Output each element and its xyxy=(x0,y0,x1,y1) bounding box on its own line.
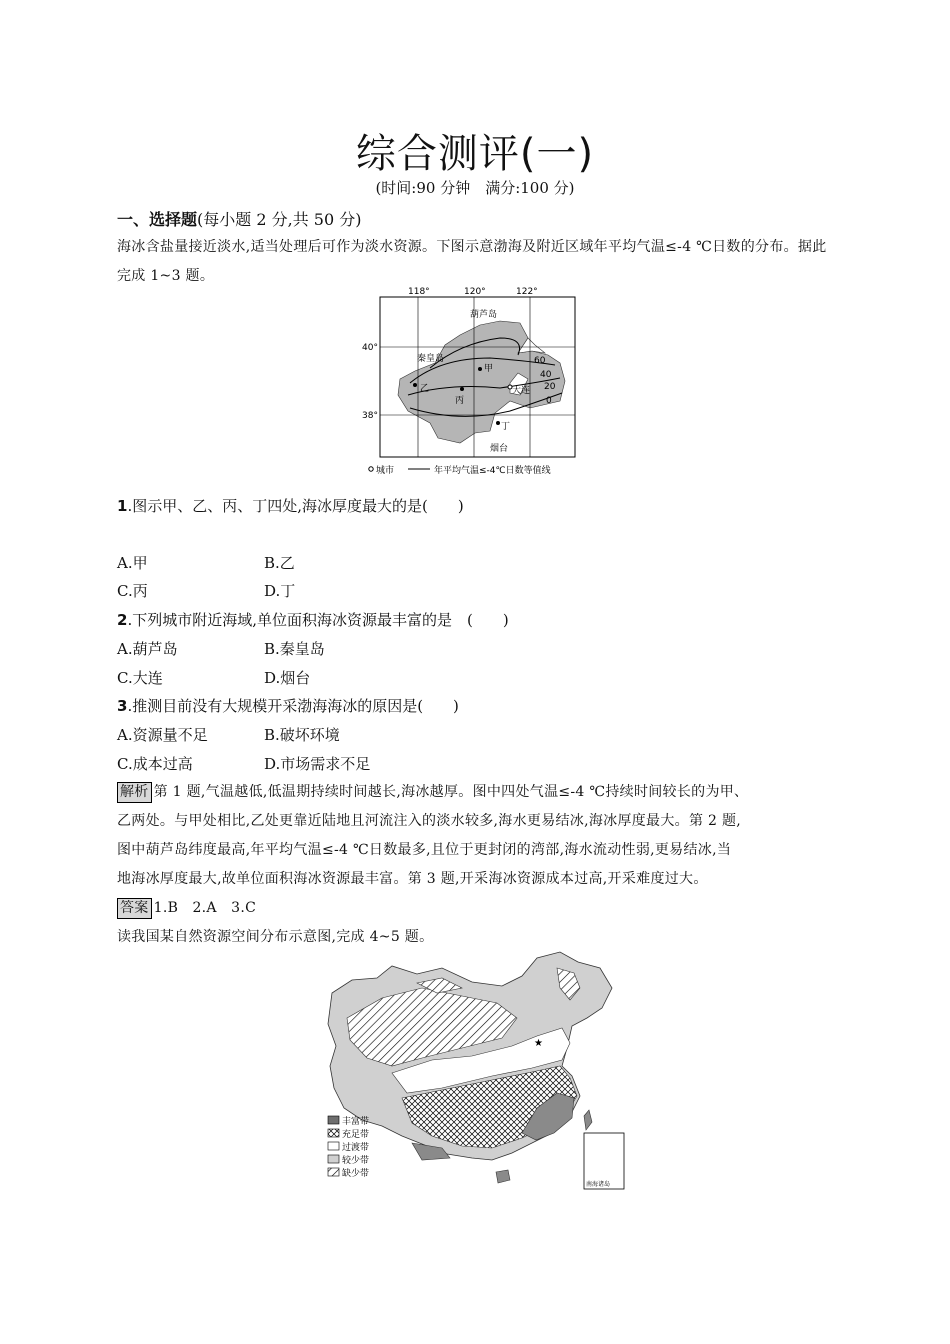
exam-info: (时间:90 分钟 满分:100 分) xyxy=(375,179,575,197)
place-jia: 甲 xyxy=(484,364,494,374)
option-3b[interactable]: B.破坏环境 xyxy=(264,726,340,744)
legend-rich: 丰富带 xyxy=(342,1117,370,1127)
place-qinhuangdao: 秦皇岛 xyxy=(417,354,445,364)
bohai-map xyxy=(360,283,600,483)
capital-star: ★ xyxy=(534,1038,543,1049)
option-1d[interactable]: D.丁 xyxy=(264,582,296,600)
intro-paragraph-2: 读我国某自然资源空间分布示意图,完成 4~5 题。 xyxy=(117,929,434,945)
lat-label: 40° xyxy=(362,343,378,353)
option-3a[interactable]: A.资源量不足 xyxy=(117,726,208,744)
lat-label: 38° xyxy=(362,411,378,421)
intro-paragraph-1: 海冰含盐量接近淡水,适当处理后可作为淡水资源。下图示意渤海及附近区域年平均气温≤-4 ℃日数的分布。据此完成 1~3 题。 xyxy=(117,239,827,284)
legend-sufficient: 充足带 xyxy=(342,1130,370,1140)
place-yantai: 烟台 xyxy=(490,444,509,454)
section-heading: 一、选择题(每小题 2 分,共 50 分) xyxy=(117,210,362,229)
option-2d[interactable]: D.烟台 xyxy=(264,669,311,687)
contour-label: 20 xyxy=(544,382,556,392)
legend-transition: 过渡带 xyxy=(342,1143,370,1153)
analysis-tag: 解析 xyxy=(117,782,152,803)
lon-label: 118° xyxy=(408,287,430,297)
contour-label: 40 xyxy=(540,370,552,380)
option-1c[interactable]: C.丙 xyxy=(117,582,148,600)
place-ding: 丁 xyxy=(501,422,511,432)
place-huludao: 葫芦岛 xyxy=(470,310,498,320)
option-2b[interactable]: B.秦皇岛 xyxy=(264,640,325,658)
question-1: 1.图示甲、乙、丙、丁四处,海冰厚度最大的是( ) xyxy=(117,497,464,515)
place-bing: 丙 xyxy=(455,396,465,406)
option-2c[interactable]: C.大连 xyxy=(117,669,163,687)
contour-label: 60 xyxy=(534,356,546,366)
option-1a[interactable]: A.甲 xyxy=(117,554,148,572)
question-3: 3.推测目前没有大规模开采渤海海冰的原因是( ) xyxy=(117,697,459,715)
option-2a[interactable]: A.葫芦岛 xyxy=(117,640,178,658)
legend-contour: 年平均气温≤-4℃日数等值线 xyxy=(434,466,551,476)
question-2: 2.下列城市附近海域,单位面积海冰资源最丰富的是 ( ) xyxy=(117,611,509,629)
place-yi: 乙 xyxy=(420,384,430,394)
lon-label: 120° xyxy=(464,287,486,297)
legend-lacking: 缺少带 xyxy=(342,1169,370,1179)
page-title: 综合测评(一) xyxy=(355,131,595,177)
legend-city: 城市 xyxy=(376,466,395,476)
taiwan xyxy=(584,1110,592,1130)
lon-label: 122° xyxy=(516,287,538,297)
option-3c[interactable]: C.成本过高 xyxy=(117,755,193,773)
china-resource-map xyxy=(322,948,642,1193)
legend-less: 较少带 xyxy=(342,1156,370,1166)
option-1b[interactable]: B.乙 xyxy=(264,554,295,572)
option-3d[interactable]: D.市场需求不足 xyxy=(264,755,371,773)
answer-block: 答案 1.B 2.A 3.C xyxy=(117,894,837,923)
analysis-block: 解析 第 1 题,气温越低,低温期持续时间越长,海冰越厚。图中四处气温≤-4 ℃持续时间较长的为甲、 乙两处。与甲处相比,乙处更靠近陆地且河流注入的淡水较多,海水更易结冰,海冰厚度最大。第 2 题, 图中葫芦岛纬度最高,年平均气温≤-4 ℃日数最多,且位于更封闭的湾部,海水流动性弱,更易结冰,当 地海冰厚度最大,故单位面积海冰资源最丰富。第 3 题,开采海冰资源成本过高,开采难度过大。 xyxy=(117,784,749,887)
contour-label: 0 xyxy=(546,396,552,406)
inset-label: 南海诸岛 xyxy=(586,1181,611,1188)
hainan xyxy=(496,1170,510,1183)
answer-tag: 答案 xyxy=(117,898,152,919)
place-dalian: 大连 xyxy=(512,386,531,396)
